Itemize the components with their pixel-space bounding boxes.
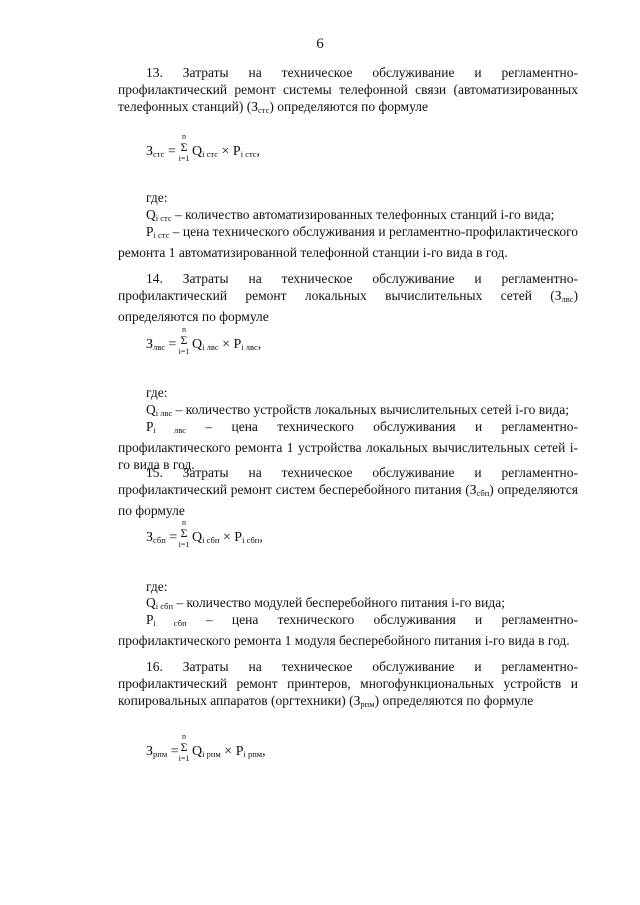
formula-15: $З_{сбп}$ = n Σ i=1 $Q_{i сбп} \times P_{i сбп}$, <box>146 518 263 549</box>
paragraph-14: 14. Затраты на техническое обслуживание и регламентно-профилактический ремонт локальных вычислительных сетей $(З_{лвс})$ определяются по формуле <box>118 271 578 324</box>
where-label-14: где: <box>146 385 168 400</box>
page-number: 6 <box>316 36 324 52</box>
formula-14: $З_{лвс}$ = n Σ i=1 $Q_{i лвс} \times P_{i лвс}$, <box>146 325 262 356</box>
definition-q-14: $Q_{i лвс}$ – количество устройств локальных вычислительных сетей i-го вида; <box>146 402 570 418</box>
definition-p-14: $P_{i лвс}$ – цена технического обслуживания и регламентно-профилактического ремонта 1 устройства локальных вычислительных сетей i-го вида в год. <box>118 419 578 472</box>
paragraph-13: 13. Затраты на техническое обслуживание и регламентно-профилактический ремонт системы телефонной связи (автоматизированных телефонных станций) $(З_{стс})$ определяются по формуле <box>118 65 578 115</box>
definition-q-13: $Q_{i стс}$ – количество автоматизированных телефонных станций i-го вида; <box>146 207 555 223</box>
paragraph-15: 15. Затраты на техническое обслуживание и регламентно-профилактический ремонт систем бесперебойного питания $(З_{сбп})$ определяются по формуле <box>118 465 578 518</box>
definition-p-15: $P_{i сбп}$ – цена технического обслуживания и регламентно-профилактического ремонта 1 модуля бесперебойного питания i-го вида в год. <box>118 612 578 648</box>
where-label-15: где: <box>146 579 168 594</box>
paragraph-16: 16. Затраты на техническое обслуживание и регламентно-профилактический ремонт принтеров, многофункциональных устройств и копировальных аппаратов (оргтехники) $(З_{рпм})$ определяются по формуле <box>118 659 578 709</box>
formula-16: $З_{рпм}$ = n Σ i=1 $Q_{i рпм} \times P_{i рпм}$, <box>146 732 266 763</box>
definition-q-15: $Q_{i сбп}$ – количество модулей бесперебойного питания i-го вида; <box>146 595 506 611</box>
where-label-13: где: <box>146 190 168 205</box>
definition-p-13: $P_{i стс}$ – цена технического обслуживания и регламентно-профилактического ремонта 1 автоматизированной телефонной станции i-го вида в год. <box>118 224 579 260</box>
formula-13: $З_{стс}$ = n Σ i=1 $Q_{i стс} \times P_{i стс}$, <box>146 132 261 163</box>
